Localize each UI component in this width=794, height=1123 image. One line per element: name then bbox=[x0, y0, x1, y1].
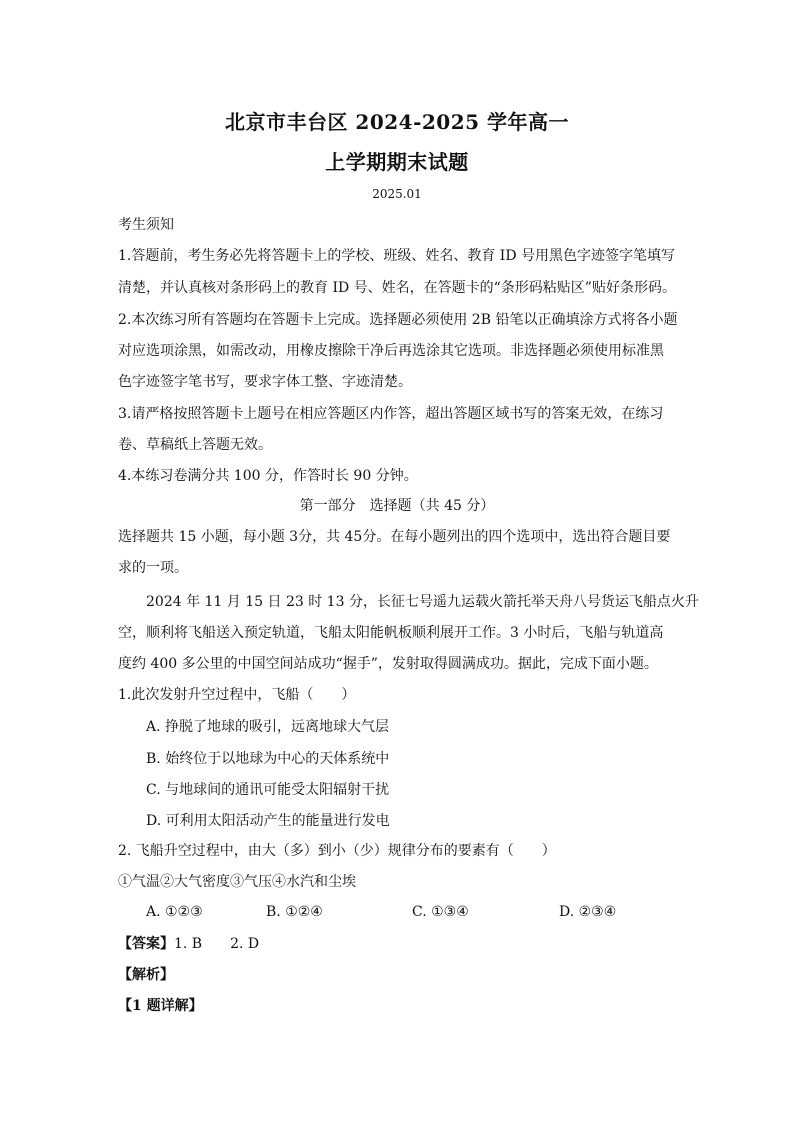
detail-label: 【1 题详解】 bbox=[118, 998, 203, 1014]
passage-line: 度约 400 多公里的中国空间站成功“握手”，发射取得圆满成功。据此，完成下面小题。 bbox=[118, 656, 658, 672]
page-subtitle: 上学期期末试题 bbox=[325, 150, 469, 174]
question-2-option-b: B. ①②④ bbox=[266, 904, 323, 920]
notice-heading: 考生须知 bbox=[118, 217, 174, 233]
notice-line: 卷、草稿纸上答题无效。 bbox=[118, 437, 272, 453]
question-1-option-c: C. 与地球间的通讯可能受太阳辐射干扰 bbox=[146, 782, 390, 798]
question-1-option-d: D. 可利用太阳活动产生的能量进行发电 bbox=[146, 813, 390, 829]
section-intro: 求的一项。 bbox=[118, 560, 188, 576]
passage-line: 2024 年 11 月 15 日 23 时 13 分，长征七号遥九运载火箭托举天舟八号货运飞船点火升 bbox=[146, 594, 699, 610]
answer-text: 1. B 2. D bbox=[174, 936, 260, 952]
section-heading: 第一部分 选择题（共 45 分） bbox=[299, 498, 495, 514]
question-2-elements: ①气温②大气密度③气压④水汽和尘埃 bbox=[118, 874, 356, 890]
notice-line: 色字迹签字笔书写，要求字体工整、字迹清楚。 bbox=[118, 374, 412, 390]
question-1-option-a: A. 挣脱了地球的吸引，远离地球大气层 bbox=[146, 719, 390, 735]
notice-line: 2.本次练习所有答题均在答题卡上完成。选择题必须使用 2B 铅笔以正确填涂方式将各小题 bbox=[118, 312, 678, 328]
question-2-option-c: C. ①③④ bbox=[412, 904, 469, 920]
notice-line: 3.请严格按照答题卡上题号在相应答题区内作答，超出答题区域书写的答案无效，在练习 bbox=[118, 406, 664, 422]
notice-line: 清楚，并认真核对条形码上的教育 ID 号、姓名，在答题卡的“条形码粘贴区”贴好条形码。 bbox=[118, 280, 676, 296]
exam-date: 2025.01 bbox=[372, 187, 422, 201]
page-title: 北京市丰台区 2024-2025 学年高一 bbox=[224, 110, 570, 134]
answer-line bbox=[118, 934, 698, 954]
question-1-stem: 1.此次发射升空过程中，飞船（ ） bbox=[118, 687, 356, 703]
question-2-option-d: D. ②③④ bbox=[559, 904, 617, 920]
notice-line: 4.本练习卷满分共 100 分，作答时长 90 分钟。 bbox=[118, 468, 418, 484]
question-2-option-a: A. ①②③ bbox=[146, 904, 203, 920]
passage-line: 空，顺利将飞船送入预定轨道，飞船太阳能帆板顺利展开工作。3 小时后，飞船与轨道高 bbox=[118, 625, 664, 641]
notice-line: 对应选项涂黑，如需改动，用橡皮擦除干净后再选涂其它选项。非选择题必须使用标准黑 bbox=[118, 343, 664, 359]
question-2-stem: 2. 飞船升空过程中，由大（多）到小（少）规律分布的要素有（ ） bbox=[118, 843, 556, 859]
question-1-option-b: B. 始终位于以地球为中心的天体系统中 bbox=[146, 751, 390, 767]
analysis-label: 【解析】 bbox=[118, 967, 174, 983]
notice-line: 1.答题前，考生务必先将答题卡上的学校、班级、姓名、教育 ID 号用黑色字迹签字笔填写 bbox=[118, 248, 676, 264]
answer-label: 【答案】 bbox=[118, 936, 174, 952]
section-intro: 选择题共 15 小题，每小题 3分，共 45分。在每小题列出的四个选项中，选出符合题目要 bbox=[118, 529, 671, 545]
